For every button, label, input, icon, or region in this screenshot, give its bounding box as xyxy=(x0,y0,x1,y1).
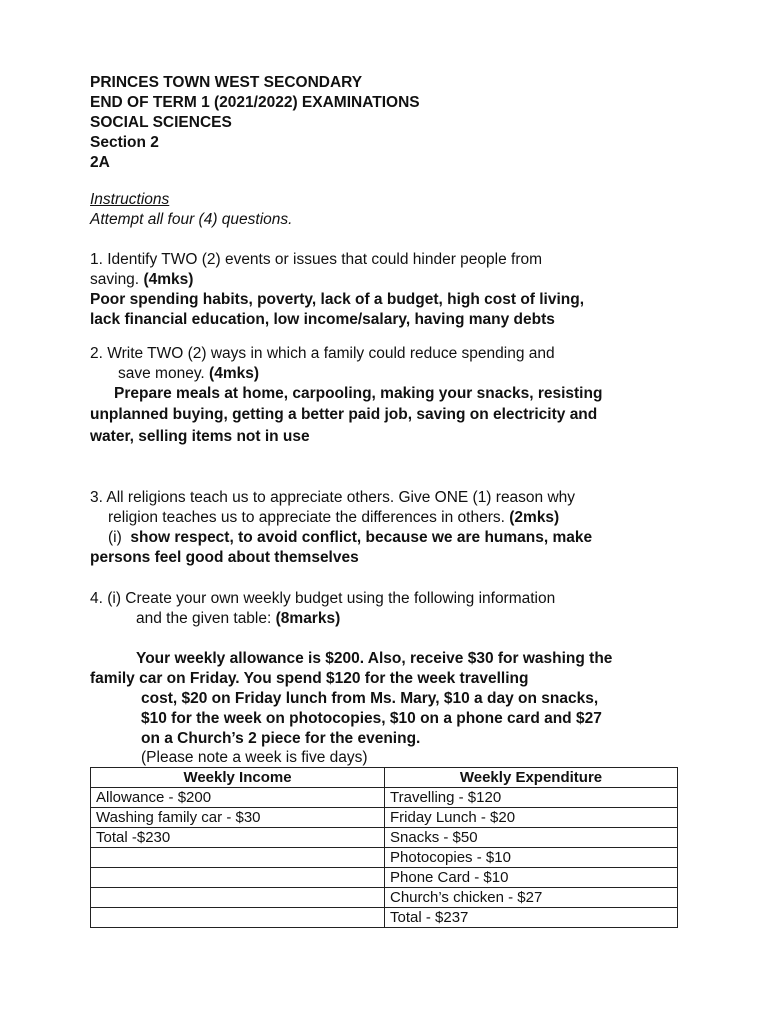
income-cell: Total -$230 xyxy=(91,828,385,848)
expenditure-cell: Photocopies - $10 xyxy=(385,848,678,868)
school-name: PRINCES TOWN WEST SECONDARY xyxy=(90,74,363,91)
expenditure-cell: Travelling - $120 xyxy=(385,788,678,808)
q2-answer-line3: water, selling items not in use xyxy=(90,428,310,445)
expenditure-cell: Phone Card - $10 xyxy=(385,868,678,888)
q4-text-line1: 4. (i) Create your own weekly budget using the following information xyxy=(90,590,556,607)
q2-text-line2 xyxy=(118,364,259,384)
q1-marks: (4mks) xyxy=(143,271,194,288)
table-row xyxy=(91,828,678,848)
income-cell xyxy=(91,868,385,888)
q3-text-line2-content: religion teaches us to appreciate the differences in others. xyxy=(108,509,505,526)
weekly-income-header: Weekly Income xyxy=(91,768,385,788)
section-label: Section 2 xyxy=(90,134,159,151)
expenditure-cell: Church’s chicken - $27 xyxy=(385,888,678,908)
table-row xyxy=(91,888,678,908)
subject-title: SOCIAL SCIENCES xyxy=(90,114,232,131)
exam-title: END OF TERM 1 (2021/2022) EXAMINATIONS xyxy=(90,94,420,111)
q3-text-line2 xyxy=(108,508,559,528)
class-label: 2A xyxy=(90,154,110,171)
q2-answer-line2: unplanned buying, getting a better paid job, saving on electricity and xyxy=(90,406,598,423)
income-cell xyxy=(91,888,385,908)
q4-marks: (8marks) xyxy=(275,610,341,627)
q4-text-line2-content: and the given table: xyxy=(136,610,272,627)
q4-text-line2 xyxy=(136,609,340,629)
instructions-text: Attempt all four (4) questions. xyxy=(90,211,293,228)
income-cell: Allowance - $200 xyxy=(91,788,385,808)
expenditure-cell: Snacks - $50 xyxy=(385,828,678,848)
q3-answer-line2: persons feel good about themselves xyxy=(90,549,359,566)
q4-info-line4: $10 for the week on photocopies, $10 on a phone card and $27 xyxy=(141,710,602,727)
q4-info-line3: cost, $20 on Friday lunch from Ms. Mary, $10 a day on snacks, xyxy=(141,690,599,707)
q1-text-line2 xyxy=(90,270,193,290)
q3-marks: (2mks) xyxy=(509,509,560,526)
q3-answer-line1-content: show respect, to avoid conflict, because we are humans, make xyxy=(130,529,593,546)
instructions-heading: Instructions xyxy=(90,191,170,208)
q4-info-line2: family car on Friday. You spend $120 for the week travelling xyxy=(90,670,529,687)
weekly-expenditure-header: Weekly Expenditure xyxy=(385,768,678,788)
q4-info-line5: on a Church’s 2 piece for the evening. xyxy=(141,730,421,747)
expenditure-cell: Friday Lunch - $20 xyxy=(385,808,678,828)
q2-answer-line1: Prepare meals at home, carpooling, making your snacks, resisting xyxy=(114,385,603,402)
expenditure-cell: Total - $237 xyxy=(385,908,678,928)
q1-text-line1: 1. Identify TWO (2) events or issues that could hinder people from xyxy=(90,251,543,268)
q2-marks: (4mks) xyxy=(209,365,260,382)
table-row xyxy=(91,808,678,828)
budget-header-row xyxy=(91,768,678,788)
budget-table xyxy=(90,767,678,928)
q4-info-line1: Your weekly allowance is $200. Also, receive $30 for washing the xyxy=(136,650,613,667)
income-cell: Washing family car - $30 xyxy=(91,808,385,828)
q1-text-line2-content: saving. xyxy=(90,271,140,288)
income-cell xyxy=(91,848,385,868)
table-row xyxy=(91,848,678,868)
q4-note: (Please note a week is five days) xyxy=(141,749,368,766)
q2-text-line2-content: save money. xyxy=(118,365,205,382)
table-row xyxy=(91,908,678,928)
q1-answer-line1: Poor spending habits, poverty, lack of a budget, high cost of living, xyxy=(90,291,585,308)
q3-text-line1: 3. All religions teach us to appreciate others. Give ONE (1) reason why xyxy=(90,489,576,506)
income-cell xyxy=(91,908,385,928)
q3-answer-prefix: (i) xyxy=(108,529,122,546)
table-row xyxy=(91,788,678,808)
q1-answer-line2: lack financial education, low income/salary, having many debts xyxy=(90,311,555,328)
q2-text-line1: 2. Write TWO (2) ways in which a family could reduce spending and xyxy=(90,345,555,362)
q3-answer-line1 xyxy=(108,528,592,548)
table-row xyxy=(91,868,678,888)
